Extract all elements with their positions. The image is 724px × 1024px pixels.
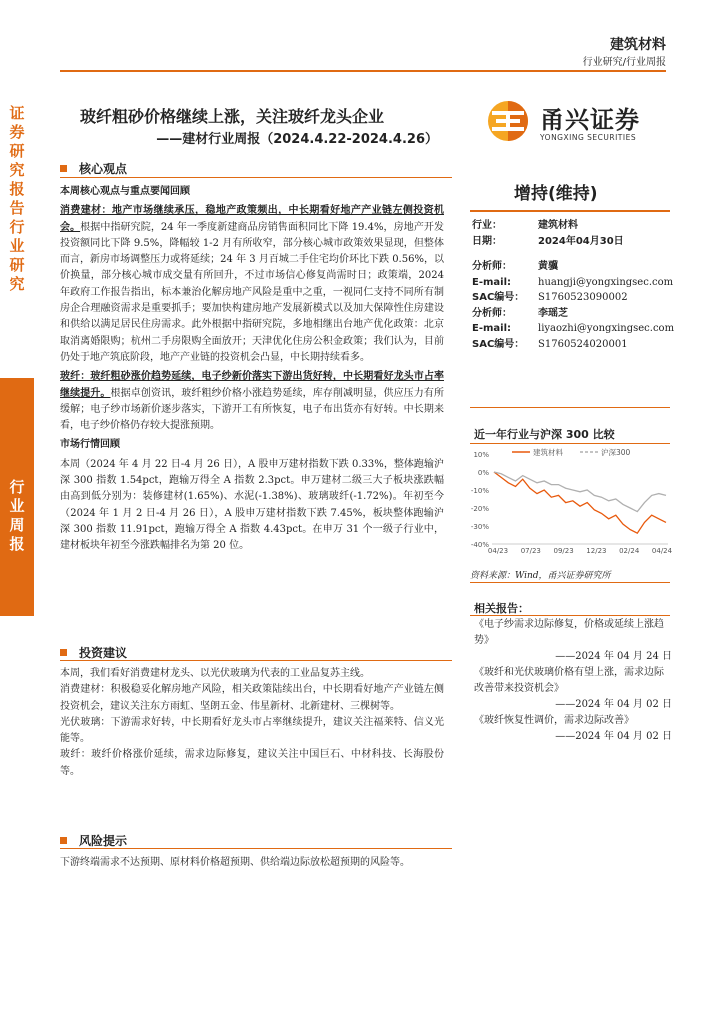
bullet-square-icon [60,165,67,172]
invest-p2: 消费建材：积极稳妥化解房地产风险，相关政策陆续出台，中长期看好地产产业链左侧投资机会，建议关注东方雨虹、坚朗五金、伟星新材、北新建材、三棵树等。 [60,684,444,712]
info-key: E-mail: [472,276,512,288]
risk-block [60,855,444,871]
side-label-top-text: 证券研究报告 行业研究 [9,104,25,293]
y-tick-label: -20% [470,505,489,513]
x-tick-label: 09/23 [553,547,574,555]
series-line-1 [494,472,666,533]
info-value: S1760524020001 [538,338,628,350]
x-tick-label: 04/24 [651,547,673,555]
bullet-square-icon [60,649,67,656]
section-core-label: 核心观点 [79,162,128,176]
info-row [472,306,678,322]
header-divider [60,70,666,72]
info-value: liyaozhi@yongxingsec.com [538,323,675,334]
bullet-square-icon [60,837,67,844]
invest-block [60,666,444,780]
section-core-rule [60,177,452,178]
x-tick-label: 04/23 [487,547,509,555]
core-paragraph-2 [60,369,444,434]
core-paragraph-1 [60,203,444,366]
risk-p1: 下游终端需求不达预期、原材料价格超预期、供给端边际放松超预期的风险等。 [60,857,410,868]
y-tick-label: -10% [470,487,489,495]
related-rule [470,615,670,616]
invest-p4: 玻纤：玻纤价格涨价延续，需求边际修复，建议关注中国巨石、中材科技、长海股份等。 [60,749,444,777]
x-tick-label: 02/24 [619,547,640,555]
core-block [60,184,444,555]
section-risk-heading [60,832,127,849]
section-invest-heading [60,644,127,661]
x-tick-label: 12/23 [586,547,607,555]
info-row [472,321,678,337]
info-row [472,218,678,234]
info-row [472,275,678,291]
report-title: 玻纤粗砂价格继续上涨，关注玻纤龙头企业 [80,107,385,126]
info-key: SAC编号： [472,338,525,350]
info-value: 建筑材料 [538,220,578,231]
section-risk-label: 风险提示 [79,834,128,848]
header-report-type: 行业研究/行业周报 [582,57,666,68]
info-key: SAC编号： [472,292,525,303]
core-p2-lead: 玻纤：玻纤粗砂涨价趋势延续，电子纱新价落实下游出货好转，中长期看好龙头市占率继续提升。 [60,371,444,399]
info-key [472,249,538,259]
related-report-date: ——2024 年 04 月 02 日 [555,731,672,742]
info-row [472,337,678,353]
y-tick-label: 0% [477,469,489,477]
core-p1-lead: 消费建材：地产市场继续承压，稳地产政策频出，中长期看好地产产业链左侧投资机会。 [60,205,444,233]
info-key: 行业： [472,220,502,231]
side-label-bottom-text: 行业周报 [9,478,25,553]
y-tick-label: -40% [470,541,489,549]
info-row [472,249,678,259]
related-report-title: 《电子纱需求边际修复，价格或延续上涨趋势》 [474,619,664,646]
info-value: 黄骥 [538,261,558,272]
chart-source-rule [470,582,670,583]
comparison-chart [462,446,674,562]
y-tick-label: 10% [473,451,489,459]
info-row [472,259,678,275]
analyst-info [472,218,678,352]
chart-source: 资料来源：Wind，甬兴证券研究所 [470,571,611,581]
invest-p3: 光伏玻璃：下游需求好转，中长期看好龙头市占率继续提升，建议关注福莱特、信义光能等。 [60,716,444,745]
info-value [538,249,678,259]
info-row [472,290,678,306]
info-row [472,234,678,250]
side-label-bottom [0,378,34,616]
market-subhead: 市场行情回顾 [60,439,120,451]
info-value: huangji@yongxingsec.com [538,276,674,288]
side-label-top [0,92,34,377]
company-name: 甬兴证券 [540,106,640,134]
core-p2-body: 根据卓创资讯，玻纤粗纱价格小涨趋势延续，库存削减明显，供应压力有所缓解；电子纱市场新价逐步落实，下游开工有所恢复，电子布出货亦有好转。中长期来看，电子纱价格仍存较大提涨预期。 [60,387,445,432]
x-tick-label: 07/23 [520,547,541,555]
legend-label: 沪深300 [601,448,631,457]
related-report-date: ——2024 年 04 月 02 日 [555,699,672,710]
section-risk-rule [60,848,452,849]
info-value: 2024年04月30日 [538,235,624,247]
section-invest-rule [60,660,452,661]
info-key: E-mail: [472,323,512,334]
related-report-title: 《玻纤恢复性调价，需求边际改善》 [474,715,634,726]
chart-title: 近一年行业与沪深 300 比较 [474,428,615,441]
header-industry: 建筑材料 [610,37,666,53]
info-key: 分析师： [472,261,512,272]
info-key: 分析师： [472,307,512,319]
report-subtitle: ——建材行业周报（2024.4.22-2024.4.26） [156,132,438,147]
market-paragraph: 本周（2024 年 4 月 22 日-4 月 26 日），A 股申万建材指数下跌 0.33%，整体跑输沪深 300 指数 1.54pct，跑输万得全 A 指数 2.3pct。申万建材二级三大子板块涨跌幅由高到低分别为：装修建材(1.65%)、水泥(-1.38%)、玻璃玻纤(-1.72%)。年初至今（2024 年 1 月 2 日-4 月 26 日），A 股申万建材指数下跌 7.45%，板块整体跑输沪深 300 指数 11.91pct，跑输万得全 A 指数 4.43pct。在申万 31 个一级子行业中，建材板块年初至今涨跌幅排名为第 20 位。 [60,458,444,552]
info-value: S1760523090002 [538,292,628,303]
related-title: 相关报告： [474,602,529,615]
related-report-date: ——2024 年 04 月 24 日 [555,651,672,662]
core-p1-body: 根据中指研究院，24 年一季度新建商品房销售面积同比下降 19.4%，房地产开发投资额同比下降 9.5%，降幅较 1-2 月有所收窄，部分核心城市政策效果显现，但整体而言，新房市场调整压力或将延续；24 年 3 月百城二手住宅均价环比下跌 0.56%，以价换量，部分核心城市成交量有所回升，不过市场信心修复尚需时日；政策端，2024 年政府工作报告指出，标本兼治化解房地产风险是重中之重，一视同仁支持不同所有制房企合理融资需求是重要抓手；要加快构建房地产发展新模式以及加大保障性住房建设和供给以满足居民住房需求。此外根据中指研究院，多地相继出台地产优化政策：北京取消离婚限购；杭州二手房限购全面放开；天津优化住房公积金政策；我们认为，目前仍处于地产筑底阶段，地产产业链的投资机会凸显，中长期持续看多。 [60,221,444,363]
related-report-title: 《玻纤和光伏玻璃价格有望上涨，需求边际改善带来投资机会》 [474,667,664,694]
chart-title-rule [470,443,670,444]
y-tick-label: -30% [470,523,489,531]
core-subhead: 本周核心观点与重点要闻回顾 [60,186,190,197]
company-name-en: YONGXING SECURITIES [540,133,637,142]
related-reports [474,617,672,745]
invest-p1: 本周，我们看好消费建材龙头、以光伏玻璃为代表的工业品复苏主线。 [60,668,370,679]
rating: 增持(维持) [514,184,598,204]
section-invest-label: 投资建议 [79,646,128,660]
info-key: 日期： [472,235,502,247]
info-value: 李瑶芝 [538,307,568,319]
info-rule [470,407,670,408]
legend-label: 建筑材料 [533,448,563,457]
section-core-heading [60,160,127,177]
rating-rule [470,210,670,212]
